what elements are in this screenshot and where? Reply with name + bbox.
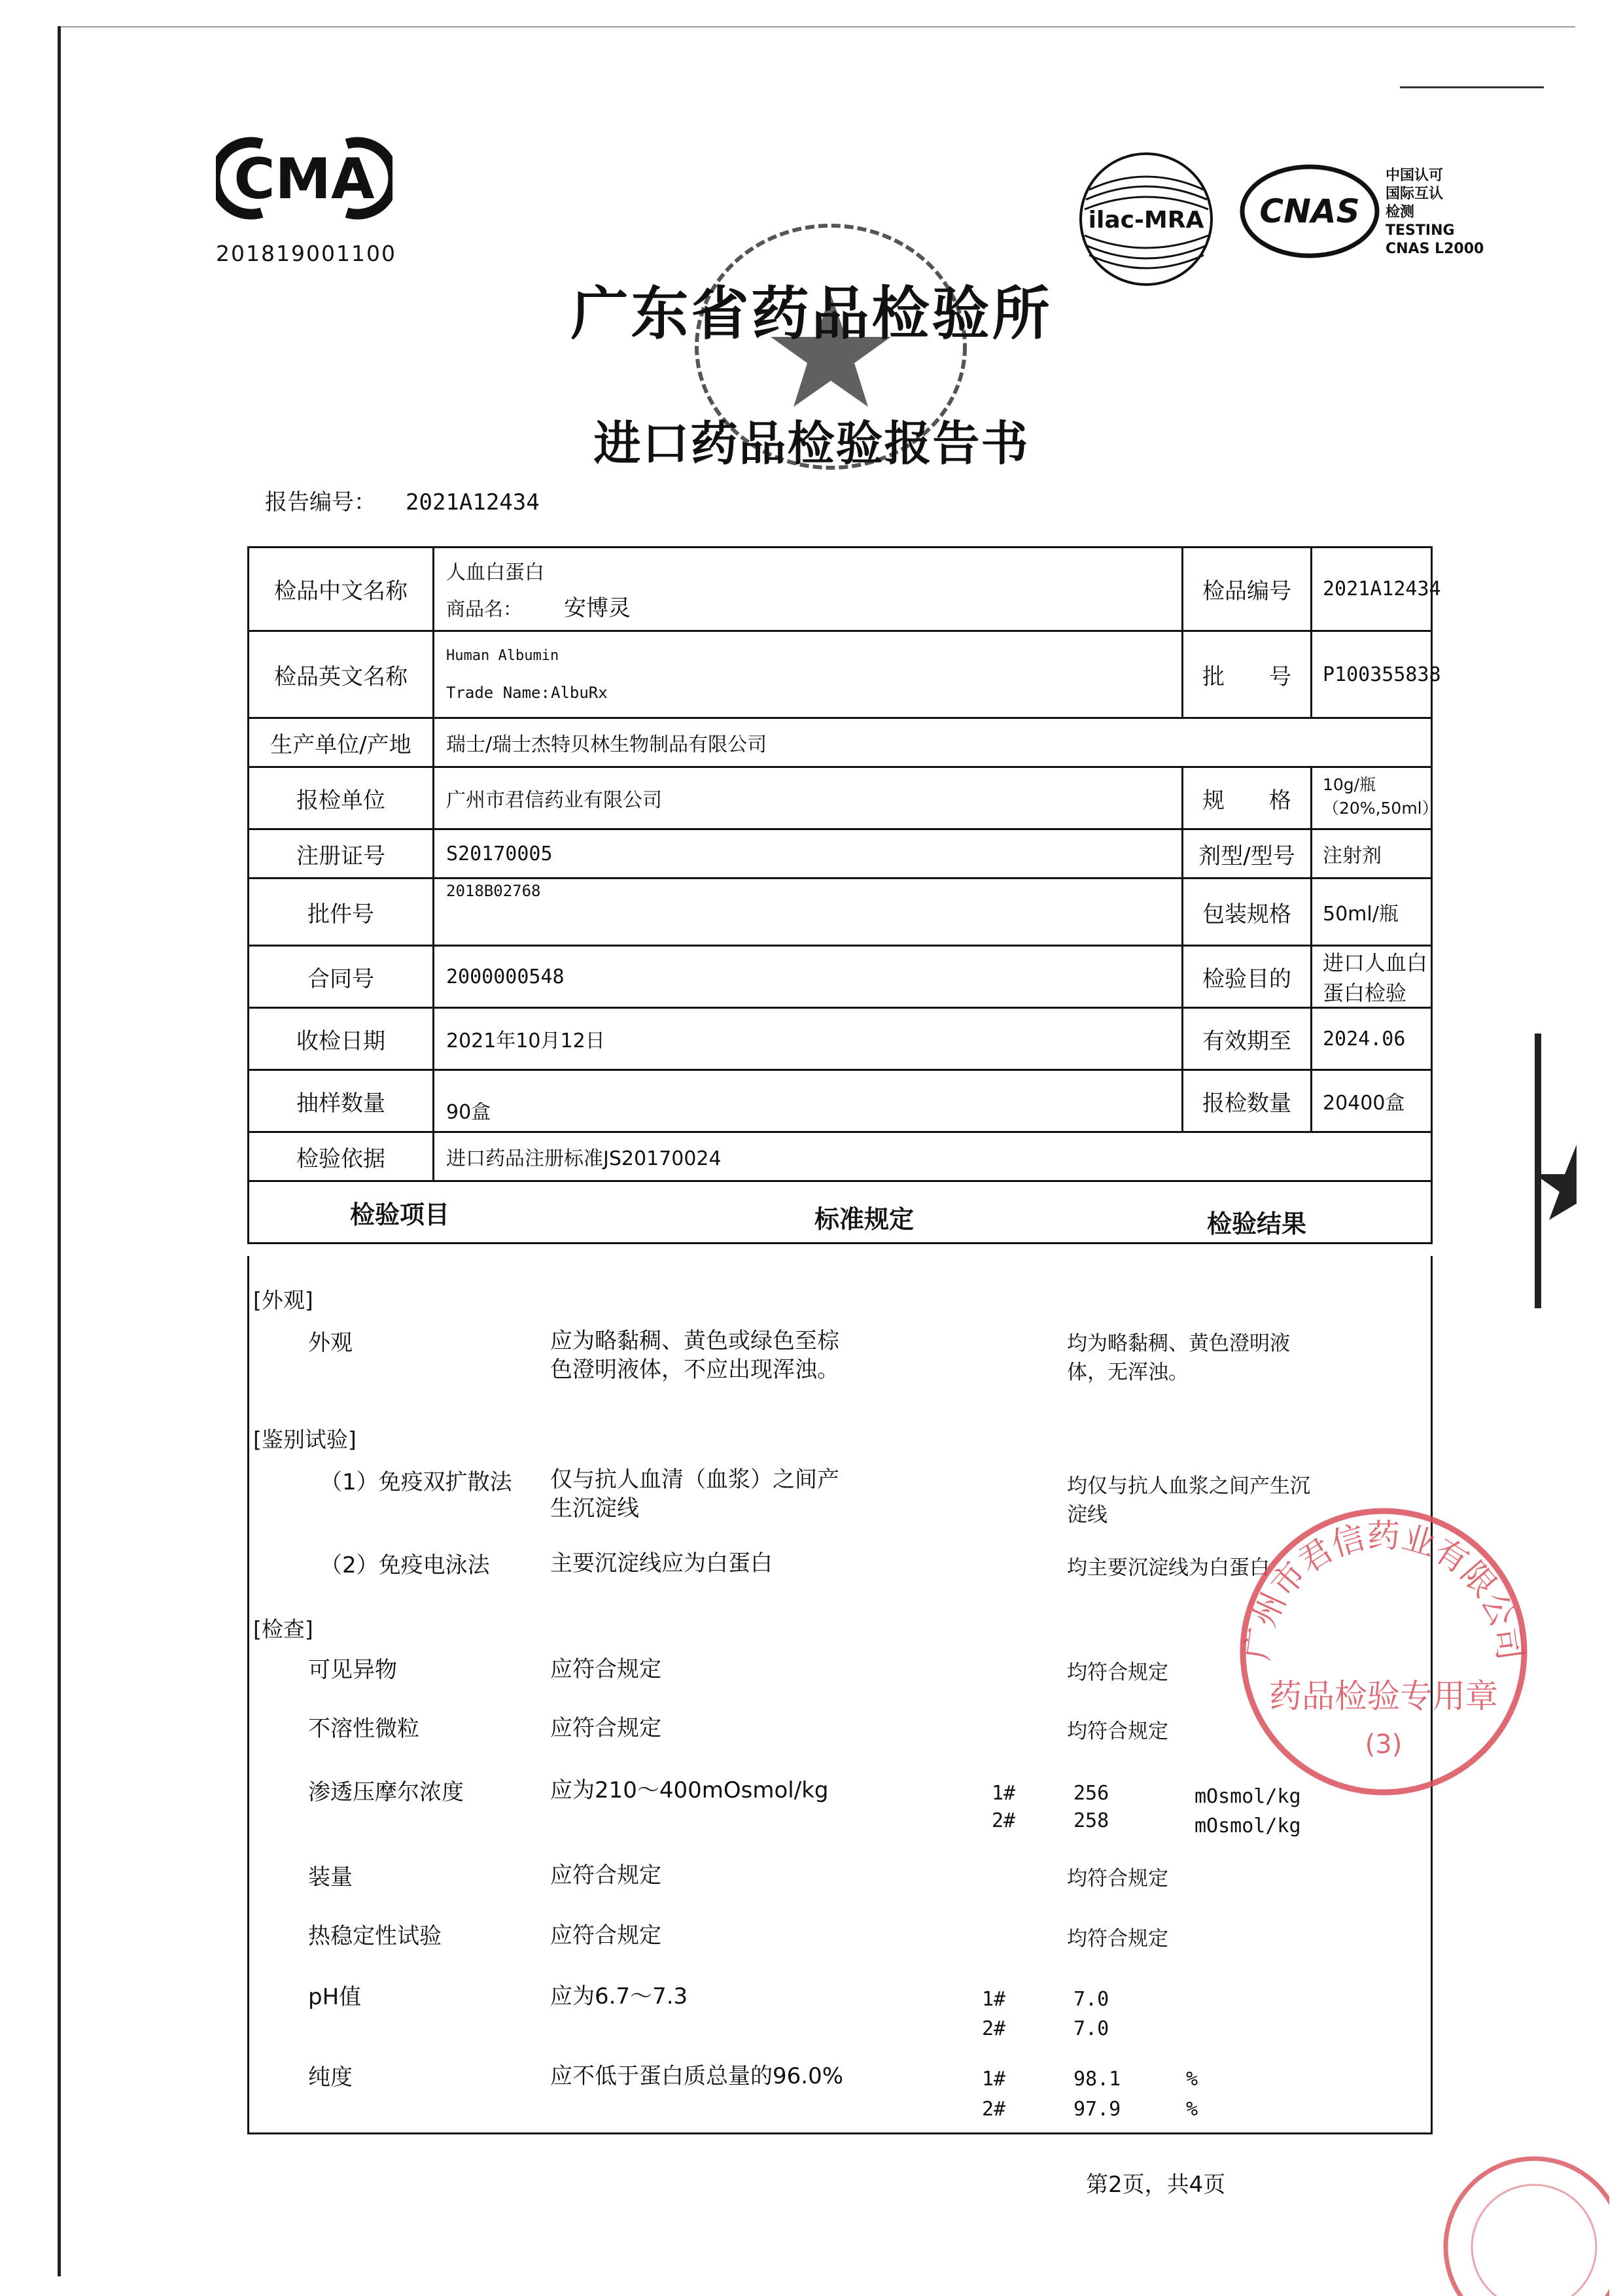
cnas-caption bbox=[1386, 167, 1484, 258]
row-maker bbox=[249, 717, 1431, 766]
page-top-rule bbox=[58, 26, 1575, 27]
cnas-text: CNAS bbox=[1259, 192, 1360, 230]
item-osmolality: 渗透压摩尔浓度 bbox=[308, 1779, 464, 1805]
results-header-row bbox=[249, 1180, 1431, 1242]
corner-stamp bbox=[1426, 2149, 1609, 2296]
sample-qty-label: 抽样数量 bbox=[249, 1071, 434, 1131]
en-name-cell bbox=[434, 632, 1183, 717]
header-standard: 标准规定 bbox=[814, 1204, 914, 1234]
row-applicant bbox=[249, 766, 1439, 828]
header-result: 检验结果 bbox=[1206, 1209, 1306, 1238]
cnas-line: TESTING bbox=[1386, 222, 1455, 239]
contract-value: 2000000548 bbox=[434, 947, 1183, 1007]
purity-unit-2: % bbox=[1186, 2098, 1198, 2121]
basis-value: 进口药品注册标准JS20170024 bbox=[446, 1147, 722, 1170]
ilac-text: ilac-MRA bbox=[1088, 207, 1204, 234]
row-approval bbox=[249, 877, 1431, 945]
expiry-value: 2024.06 bbox=[1323, 1027, 1406, 1051]
row-cn-name bbox=[249, 548, 1441, 630]
approval-value: 2018B02768 bbox=[434, 879, 1183, 945]
res-line: 淀线 bbox=[1067, 1503, 1108, 1527]
cnas-logo bbox=[1240, 162, 1380, 260]
std-line: 色澄明液体，不应出现浑浊。 bbox=[550, 1357, 839, 1383]
osmo-index-2: 2# bbox=[992, 1809, 1016, 1832]
page-left-rule bbox=[58, 26, 61, 2276]
cn-name-cell bbox=[434, 548, 1183, 630]
sample-no-value: 2021A12434 bbox=[1323, 578, 1441, 600]
form-value: 注射剂 bbox=[1323, 844, 1382, 867]
batch-value: P100355838 bbox=[1323, 663, 1441, 686]
report-number bbox=[265, 484, 540, 516]
batch-label: 批 号 bbox=[1183, 632, 1312, 717]
osmo-index-1: 1# bbox=[992, 1782, 1016, 1805]
purity-value-2: 97.9 bbox=[1073, 2098, 1121, 2121]
std-immunoelectrophoresis: 主要沉淀线应为白蛋白 bbox=[550, 1550, 773, 1576]
cma-text: CMA bbox=[234, 147, 375, 212]
res-insoluble-particles: 均符合规定 bbox=[1067, 1720, 1168, 1743]
item-appearance: 外观 bbox=[308, 1330, 353, 1356]
declared-qty-value: 20400盒 bbox=[1323, 1092, 1405, 1115]
purpose-value: 进口人血白蛋白检验 bbox=[1323, 950, 1428, 1005]
res-immunoelectrophoresis: 均主要沉淀线为白蛋白 bbox=[1067, 1556, 1270, 1580]
std-ph: 应为6.7～7.3 bbox=[550, 1983, 688, 2009]
cn-name-value: 人血白蛋白 bbox=[446, 561, 544, 584]
report-number-value: 2021A12434 bbox=[406, 489, 540, 515]
ph-index-1: 1# bbox=[982, 1988, 1006, 2011]
report-number-label: 报告编号： bbox=[265, 489, 376, 515]
purity-unit-1: % bbox=[1186, 2068, 1198, 2091]
ph-value-2: 7.0 bbox=[1073, 2017, 1109, 2040]
form-label: 剂型/型号 bbox=[1183, 830, 1312, 877]
osmo-value-1: 256 bbox=[1073, 1782, 1109, 1805]
declared-qty-label: 报检数量 bbox=[1183, 1071, 1312, 1131]
item-ph: pH值 bbox=[308, 1984, 362, 2010]
std-line: 应为略黏稠、黄色或绿色至棕 bbox=[550, 1328, 839, 1354]
en-name-value: Human Albumin bbox=[446, 647, 559, 664]
item-visible-particles: 可见异物 bbox=[308, 1657, 397, 1683]
cnas-line: CNAS L2000 bbox=[1386, 241, 1484, 257]
page-number: 第2页，共4页 bbox=[1086, 2172, 1226, 2198]
section-appearance: [外观] bbox=[253, 1287, 313, 1313]
row-en-name bbox=[249, 630, 1441, 717]
purpose-label: 检验目的 bbox=[1183, 947, 1312, 1007]
purity-index-2: 2# bbox=[982, 2098, 1006, 2121]
res-appearance bbox=[1067, 1329, 1290, 1387]
stamp-subtitle: 药品检验专用章 bbox=[1269, 1677, 1498, 1715]
res-line: 均为略黏稠、黄色澄明液 bbox=[1067, 1332, 1290, 1355]
ilac-mra-logo bbox=[1073, 150, 1220, 288]
item-fill-volume: 装量 bbox=[308, 1864, 353, 1890]
cnas-line: 检测 bbox=[1386, 204, 1415, 220]
spec-label: 规 格 bbox=[1183, 768, 1312, 828]
row-registration bbox=[249, 828, 1431, 877]
osmo-unit-1: mOsmol/kg bbox=[1195, 1785, 1301, 1808]
res-line: 体，无浑浊。 bbox=[1067, 1361, 1189, 1384]
std-line: 生沉淀线 bbox=[550, 1495, 639, 1522]
sample-no-label: 检品编号 bbox=[1183, 548, 1312, 630]
sample-qty-value: 90盒 bbox=[434, 1071, 1183, 1131]
cma-logo bbox=[216, 134, 393, 222]
contract-label: 合同号 bbox=[249, 947, 434, 1007]
cma-number: 201819001100 bbox=[216, 241, 396, 266]
maker-value: 瑞士/瑞士杰特贝林生物制品有限公司 bbox=[446, 733, 767, 756]
ph-value-1: 7.0 bbox=[1073, 1988, 1109, 2011]
std-fill-volume: 应符合规定 bbox=[550, 1862, 661, 1888]
edge-seal-fragment bbox=[1531, 1020, 1583, 1328]
purity-value-1: 98.1 bbox=[1073, 2068, 1121, 2091]
received-label: 收检日期 bbox=[249, 1009, 434, 1069]
institute-name: 广东省药品检验所 bbox=[570, 279, 1053, 347]
applicant-label: 报检单位 bbox=[249, 768, 434, 828]
res-heat-stability: 均符合规定 bbox=[1067, 1927, 1168, 1951]
purity-index-1: 1# bbox=[982, 2068, 1006, 2091]
item-immunodiffusion: （1）免疫双扩散法 bbox=[320, 1469, 512, 1495]
row-contract bbox=[249, 945, 1431, 1007]
maker-label: 生产单位/产地 bbox=[249, 719, 434, 766]
approval-label: 批件号 bbox=[249, 879, 434, 945]
res-fill-volume: 均符合规定 bbox=[1067, 1867, 1168, 1890]
header-item: 检验项目 bbox=[349, 1200, 449, 1229]
section-check: [检查] bbox=[253, 1616, 313, 1642]
en-trade-label: Trade Name: bbox=[446, 683, 550, 702]
report-title: 进口药品检验报告书 bbox=[593, 415, 1030, 471]
std-purity: 应不低于蛋白质总量的96.0% bbox=[550, 2063, 844, 2089]
item-heat-stability: 热稳定性试验 bbox=[308, 1923, 442, 1949]
std-line: 仅与抗人血清（血浆）之间产 bbox=[550, 1467, 839, 1493]
basis-label: 检验依据 bbox=[249, 1133, 434, 1180]
stamp-company-name: 广州市君信药业有限公司 bbox=[1238, 1517, 1529, 1663]
row-received bbox=[249, 1007, 1431, 1069]
stamp-number: (3) bbox=[1365, 1730, 1403, 1760]
sample-info-table bbox=[247, 546, 1441, 1244]
cnas-line: 中国认可 bbox=[1386, 167, 1444, 184]
ph-index-2: 2# bbox=[982, 2017, 1006, 2040]
trade-name-value: 安博灵 bbox=[564, 595, 631, 621]
std-visible-particles: 应符合规定 bbox=[550, 1656, 661, 1682]
applicant-value: 广州市君信药业有限公司 bbox=[434, 768, 1183, 828]
std-osmolality: 应为210～400mOsmol/kg bbox=[550, 1777, 829, 1803]
std-insoluble-particles: 应符合规定 bbox=[550, 1715, 661, 1741]
res-line: 均仅与抗人血浆之间产生沉 bbox=[1067, 1474, 1310, 1498]
item-insoluble-particles: 不溶性微粒 bbox=[308, 1716, 419, 1742]
received-value: 2021年10月12日 bbox=[434, 1009, 1183, 1069]
spec-value: 10g/瓶（20%,50ml） bbox=[1323, 775, 1439, 818]
row-quantity bbox=[249, 1069, 1431, 1131]
osmo-value-2: 258 bbox=[1073, 1809, 1109, 1832]
std-heat-stability: 应符合规定 bbox=[550, 1922, 661, 1949]
std-immunodiffusion bbox=[550, 1465, 839, 1523]
cn-name-label: 检品中文名称 bbox=[249, 548, 434, 630]
en-trade-value: AlbuRx bbox=[551, 683, 608, 702]
item-immunoelectrophoresis: （2）免疫电泳法 bbox=[320, 1552, 490, 1578]
trade-name-label: 商品名： bbox=[446, 598, 523, 620]
section-identification: [鉴别试验] bbox=[253, 1427, 357, 1452]
reg-value: S20170005 bbox=[434, 830, 1183, 877]
expiry-label: 有效期至 bbox=[1183, 1009, 1312, 1069]
cnas-line: 国际互认 bbox=[1386, 186, 1444, 202]
reg-label: 注册证号 bbox=[249, 830, 434, 877]
pack-label: 包装规格 bbox=[1183, 879, 1312, 945]
res-visible-particles: 均符合规定 bbox=[1067, 1661, 1168, 1684]
en-name-label: 检品英文名称 bbox=[249, 632, 434, 717]
item-purity: 纯度 bbox=[308, 2064, 353, 2091]
pack-value: 50ml/瓶 bbox=[1323, 903, 1399, 926]
osmo-unit-2: mOsmol/kg bbox=[1195, 1815, 1301, 1837]
std-appearance bbox=[550, 1327, 839, 1384]
company-inspection-stamp bbox=[1230, 1498, 1537, 1805]
row-basis bbox=[249, 1131, 1431, 1180]
top-right-rule bbox=[1400, 86, 1544, 88]
